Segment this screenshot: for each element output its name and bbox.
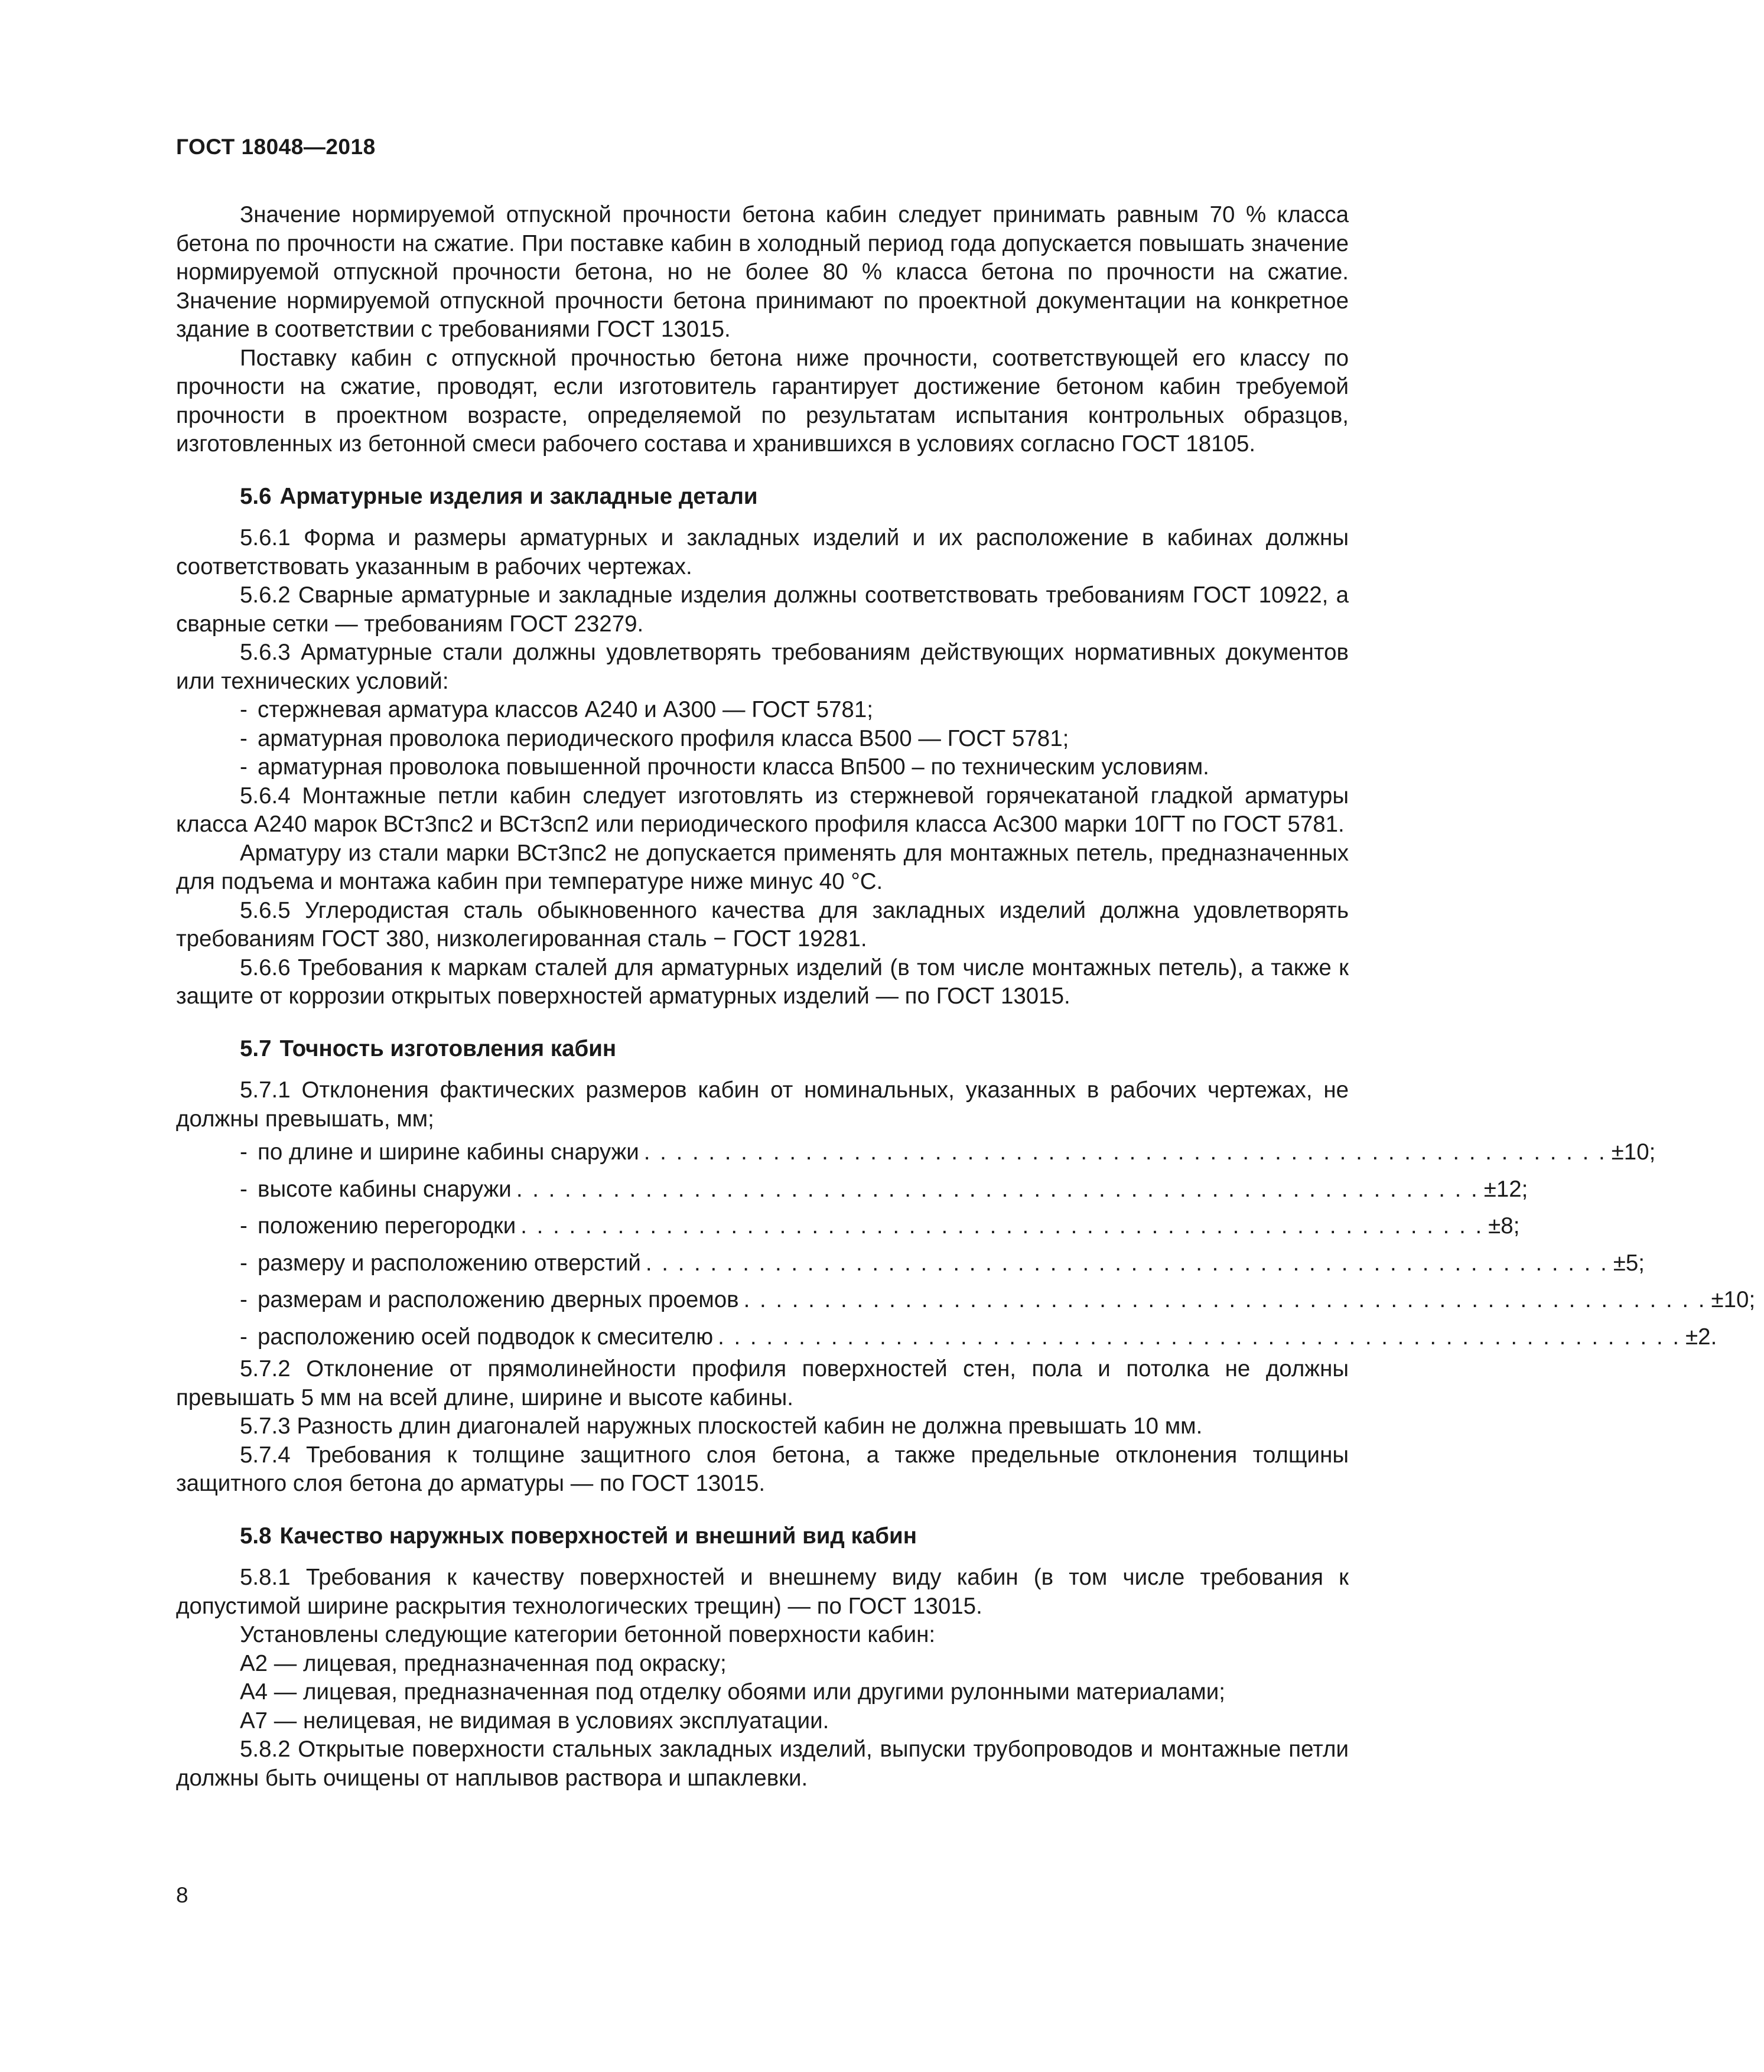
paragraph-5-6-4: 5.6.4 Монтажные петли кабин следует изготовлять из стержневой горячекатаной гладкой арматуры класса А240 марок ВСт3пс2 и ВСт3сп2 или периодического профиля класса Ас300 марки 10ГТ по ГОСТ 5781.: [176, 783, 1349, 837]
section-heading-5-7: [176, 1035, 1349, 1064]
paragraph-5-7-2: 5.7.2 Отклонение от прямолинейности профиля поверхностей стен, пола и потолка не должны превышать 5 мм на всей длине, ширине и высоте кабины.: [176, 1356, 1349, 1410]
paragraph-5-6-4-note: Арматуру из стали марки ВСт3пс2 не допускается применять для монтажных петель, предназначенных для подъема и монтажа кабин при температуре ниже минус 40 °С.: [176, 840, 1349, 894]
paragraph-5-8-2: 5.8.2 Открытые поверхности стальных закладных изделий, выпуски трубопроводов и монтажные петли должны быть очищены от наплывов раствора и шпаклевки.: [176, 1737, 1349, 1791]
paragraph-5-6-3: 5.6.3 Арматурные стали должны удовлетворять требованиям действующих нормативных документов или технических условий:: [176, 640, 1349, 694]
paragraph-5-6-2: 5.6.2 Сварные арматурные и закладные изделия должны соответствовать требованиям ГОСТ 10922, а сварные сетки — требованиям ГОСТ 23279.: [176, 582, 1349, 637]
tolerance-row: - высоте кабины снаружи . . . . . . . . . . . . . . . . . . . . . . . . . . . . . . . . . . . . . . . . . . . . . . . . . . . . . . . . . . . . ±12;: [240, 1176, 1528, 1202]
paragraph-5-8-1: 5.8.1 Требования к качеству поверхностей и внешнему виду кабин (в том числе требования к допустимой ширине раскрытия технологических трещин) — по ГОСТ 13015.: [176, 1565, 1349, 1619]
list-item: - стержневая арматура классов А240 и А300 — ГОСТ 5781;: [240, 697, 873, 722]
section-number: 5.7: [240, 1035, 272, 1061]
list-item: - арматурная проволока повышенной прочности класса Вп500 – по техническим условиям.: [240, 754, 1209, 780]
section-heading-5-8: [176, 1522, 1349, 1551]
paragraph-5-7-3: 5.7.3 Разность длин диагоналей наружных плоскостей кабин не должна превышать 10 мм.: [240, 1413, 1203, 1439]
paragraph-5-6-1: 5.6.1 Форма и размеры арматурных и закладных изделий и их расположение в кабинах должны соответствовать указанным в рабочих чертежах.: [176, 525, 1349, 579]
section-number: 5.6: [240, 483, 272, 509]
tolerance-row: - расположению осей подводок к смесителю . . . . . . . . . . . . . . . . . . . . . . . . . . . . . . . . . . . . . . . . . . . . . . . . . . . . . . . . . . . . ±2.: [240, 1324, 1717, 1350]
paragraph-5-7-1: 5.7.1 Отклонения фактических размеров кабин от номинальных, указанных в рабочих чертежах, не должны превышать, мм;: [176, 1077, 1349, 1132]
list-item: - арматурная проволока периодического профиля класса В500 — ГОСТ 5781;: [240, 725, 1069, 751]
section-number: 5.8: [240, 1523, 272, 1549]
intro-paragraph-1: Значение нормируемой отпускной прочности бетона кабин следует принимать равным 70 % класса бетона по прочности на сжатие. При поставке кабин в холодный период года допускается повышать значение нормируемой отпускной прочности бетона, но не более 80 % класса бетона по прочности на сжатие. Значение нормируемой отпускной прочности бетона принимают по проектной документации на конкретное здание в соответствии с требованиями ГОСТ 13015.: [176, 202, 1349, 342]
tolerance-row: - по длине и ширине кабины снаружи . . . . . . . . . . . . . . . . . . . . . . . . . . . . . . . . . . . . . . . . . . . . . . . . . . . . . . . . . . . . ±10;: [240, 1139, 1656, 1165]
tolerance-row: - размерам и расположению дверных проемов . . . . . . . . . . . . . . . . . . . . . . . . . . . . . . . . . . . . . . . . . . . . . . . . . . . . . . . . . . . . ±10;: [240, 1287, 1756, 1312]
intro-paragraph-2: Поставку кабин с отпускной прочностью бетона ниже прочности, соответствующей его классу по прочности на сжатие, проводят, если изготовитель гарантирует достижение бетоном кабин требуемой прочности в проектном возрасте, определяемой по результатам испытания контрольных образцов, изготовленных из бетонной смеси рабочего состава и хранившихся в условиях согласно ГОСТ 18105.: [176, 345, 1349, 457]
category-item: А2 — лицевая, предназначенная под окраску;: [240, 1650, 727, 1676]
page-number: 8: [176, 1883, 188, 1907]
section-title: Точность изготовления кабин: [279, 1035, 617, 1061]
category-item: А7 — нелицевая, не видимая в условиях эксплуатации.: [240, 1708, 829, 1734]
tolerance-row: - размеру и расположению отверстий . . . . . . . . . . . . . . . . . . . . . . . . . . . . . . . . . . . . . . . . . . . . . . . . . . . . . . . . . . . . ±5;: [240, 1250, 1645, 1276]
category-item: А4 — лицевая, предназначенная под отделку обоями или другими рулонными материалами;: [240, 1679, 1225, 1705]
paragraph-5-6-5: 5.6.5 Углеродистая сталь обыкновенного качества для закладных изделий должна удовлетворять требованиям ГОСТ 380, низколегированная сталь − ГОСТ 19281.: [176, 897, 1349, 952]
tolerance-row: - положению перегородки . . . . . . . . . . . . . . . . . . . . . . . . . . . . . . . . . . . . . . . . . . . . . . . . . . . . . . . . . . . . ±8;: [240, 1213, 1520, 1239]
paragraph-5-6-6: 5.6.6 Требования к маркам сталей для арматурных изделий (в том числе монтажных петель), а также к защите от коррозии открытых поверхностей арматурных изделий — по ГОСТ 13015.: [176, 954, 1349, 1009]
document-header: ГОСТ 18048—2018: [176, 135, 376, 159]
section-title: Арматурные изделия и закладные детали: [279, 483, 758, 509]
paragraph-5-7-4: 5.7.4 Требования к толщине защитного слоя бетона, а также предельные отклонения толщины защитного слоя бетона до арматуры — по ГОСТ 13015.: [176, 1442, 1349, 1496]
section-title: Качество наружных поверхностей и внешний вид кабин: [279, 1523, 917, 1549]
document-body: [176, 201, 1756, 1793]
section-heading-5-6: [176, 483, 1349, 512]
paragraph-5-8-1-categories-intro: Установлены следующие категории бетонной поверхности кабин:: [240, 1622, 936, 1647]
document-page: [176, 0, 1756, 2072]
